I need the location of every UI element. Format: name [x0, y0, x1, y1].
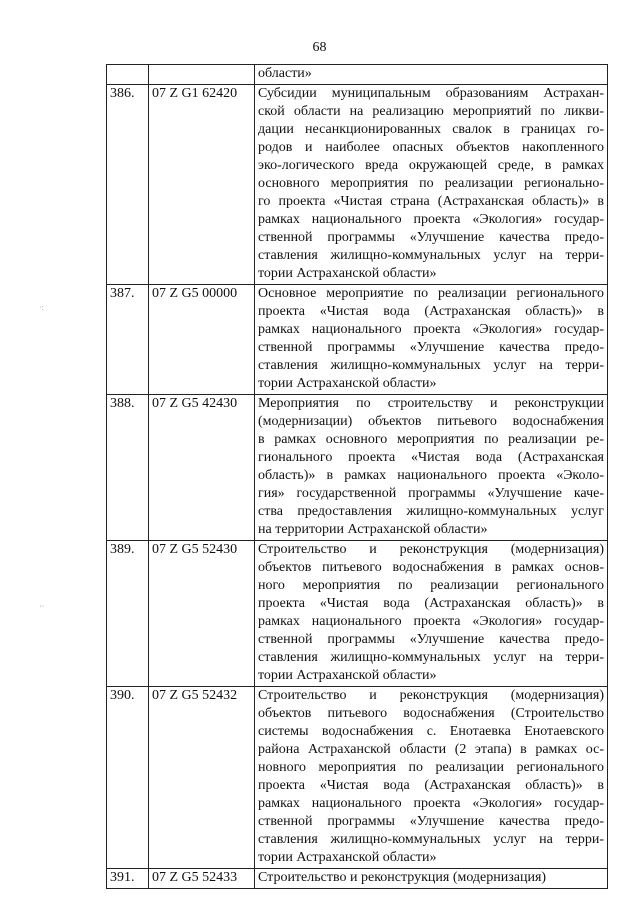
expense-description — [255, 869, 608, 889]
table-row — [107, 395, 608, 541]
description-line: ственной программы «Улучшение качества предо- — [258, 340, 604, 355]
classification-code: 07 Z G5 42430 — [149, 395, 255, 541]
description-line: тории Астраханской области» — [258, 850, 437, 865]
classification-code: 07 Z G5 00000 — [149, 285, 255, 395]
row-number: 388. — [107, 395, 149, 541]
description-line: ставления жилищно-коммунальных услуг на терри- — [258, 832, 604, 847]
classification-code: 07 Z G1 62420 — [149, 85, 255, 285]
description-line: ставления жилищно-коммунальных услуг на терри- — [258, 248, 604, 263]
table-row — [107, 85, 608, 285]
description-line: эко-логического вреда окружающей среде, в рамках — [258, 158, 604, 173]
description-line: объектов питьевого водоснабжения (Строительство — [258, 706, 604, 721]
description-line: ства предоставления жилищно-коммунальных услуг — [258, 504, 604, 519]
description-line: тории Астраханской области» — [258, 376, 437, 391]
row-number: 391. — [107, 869, 149, 889]
description-line: ставления жилищно-коммунальных услуг на терри- — [258, 358, 604, 373]
table-row — [107, 869, 608, 889]
row-number: 386. — [107, 85, 149, 285]
description-line: области» — [258, 66, 312, 81]
description-line: основного мероприятия по реализации регионально- — [258, 176, 604, 191]
description-line: область)» в рамках национального проекта «Эколо- — [258, 468, 604, 483]
page-number: 68 — [312, 40, 327, 55]
description-line: рамках национального проекта «Экология» государ- — [258, 614, 604, 629]
description-line: проекта «Чистая вода (Астраханская область)» в — [258, 304, 604, 319]
description-line: рамках национального проекта «Экология» государ- — [258, 796, 604, 811]
description-line: проекта «Чистая вода (Астраханская область)» в — [258, 778, 604, 793]
expense-description — [255, 541, 608, 687]
row-number — [107, 65, 149, 85]
description-line: дации несанкционированных свалок в границах го- — [258, 122, 604, 137]
budget-classification-table — [106, 64, 608, 889]
expense-description — [255, 285, 608, 395]
description-line: системы водоснабжения с. Енотаевка Енотаевского — [258, 724, 604, 739]
description-line: гионального проекта «Чистая вода (Астраханская — [258, 450, 604, 465]
description-line: ственной программы «Улучшение качества предо- — [258, 814, 604, 829]
description-line: района Астраханской области (2 этапа) в рамках ос- — [258, 742, 604, 757]
description-line: гия» государственной программы «Улучшение каче- — [258, 486, 604, 501]
description-line: го проекта «Чистая страна (Астраханская область)» в — [258, 194, 604, 209]
table-row — [107, 285, 608, 395]
description-line: Субсидии муниципальным образованиям Астрахан- — [258, 86, 604, 101]
scan-speck: ·· — [39, 602, 45, 611]
description-line: тории Астраханской области» — [258, 668, 437, 683]
table-body — [107, 65, 608, 889]
description-line: на территории Астраханской области» — [258, 522, 488, 537]
expense-description — [255, 85, 608, 285]
description-line: родов и наиболее опасных объектов накопленного — [258, 140, 604, 155]
expense-description — [255, 687, 608, 869]
description-line: ного мероприятия по реализации регионального — [258, 578, 604, 593]
description-line: рамках национального проекта «Экология» государ- — [258, 212, 604, 227]
description-line: Мероприятия по строительству и реконструкции — [258, 396, 604, 411]
classification-code: 07 Z G5 52433 — [149, 869, 255, 889]
description-line: (модернизации) объектов питьевого водоснабжения — [258, 414, 604, 429]
description-line: объектов питьевого водоснабжения в рамках основ- — [258, 560, 604, 575]
description-line: новного мероприятия по реализации регионального — [258, 760, 604, 775]
description-line: Строительство и реконструкция (модернизация) — [258, 542, 604, 557]
description-line: ской области на реализацию мероприятий по ликви- — [258, 104, 604, 119]
description-line: проекта «Чистая вода (Астраханская область)» в — [258, 596, 604, 611]
description-line: ставления жилищно-коммунальных услуг на терри- — [258, 650, 604, 665]
row-number: 390. — [107, 687, 149, 869]
scan-speck: ·: — [39, 303, 44, 312]
expense-description — [255, 395, 608, 541]
description-line: Основное мероприятие по реализации регионального — [258, 286, 604, 301]
description-line: Строительство и реконструкция (модернизация) — [258, 688, 604, 703]
description-line: ственной программы «Улучшение качества предо- — [258, 230, 604, 245]
description-line: Строительство и реконструкция (модернизация) — [258, 870, 547, 885]
row-number: 389. — [107, 541, 149, 687]
row-number: 387. — [107, 285, 149, 395]
classification-code: 07 Z G5 52430 — [149, 541, 255, 687]
description-line: ственной программы «Улучшение качества предо- — [258, 632, 604, 647]
table-row — [107, 687, 608, 869]
description-line: в рамках основного мероприятия по реализации ре- — [258, 432, 604, 447]
table-row — [107, 541, 608, 687]
description-line: рамках национального проекта «Экология» государ- — [258, 322, 604, 337]
classification-code: 07 Z G5 52432 — [149, 687, 255, 869]
expense-description — [255, 65, 608, 85]
description-line: тории Астраханской области» — [258, 266, 437, 281]
classification-code — [149, 65, 255, 85]
table-row — [107, 65, 608, 85]
